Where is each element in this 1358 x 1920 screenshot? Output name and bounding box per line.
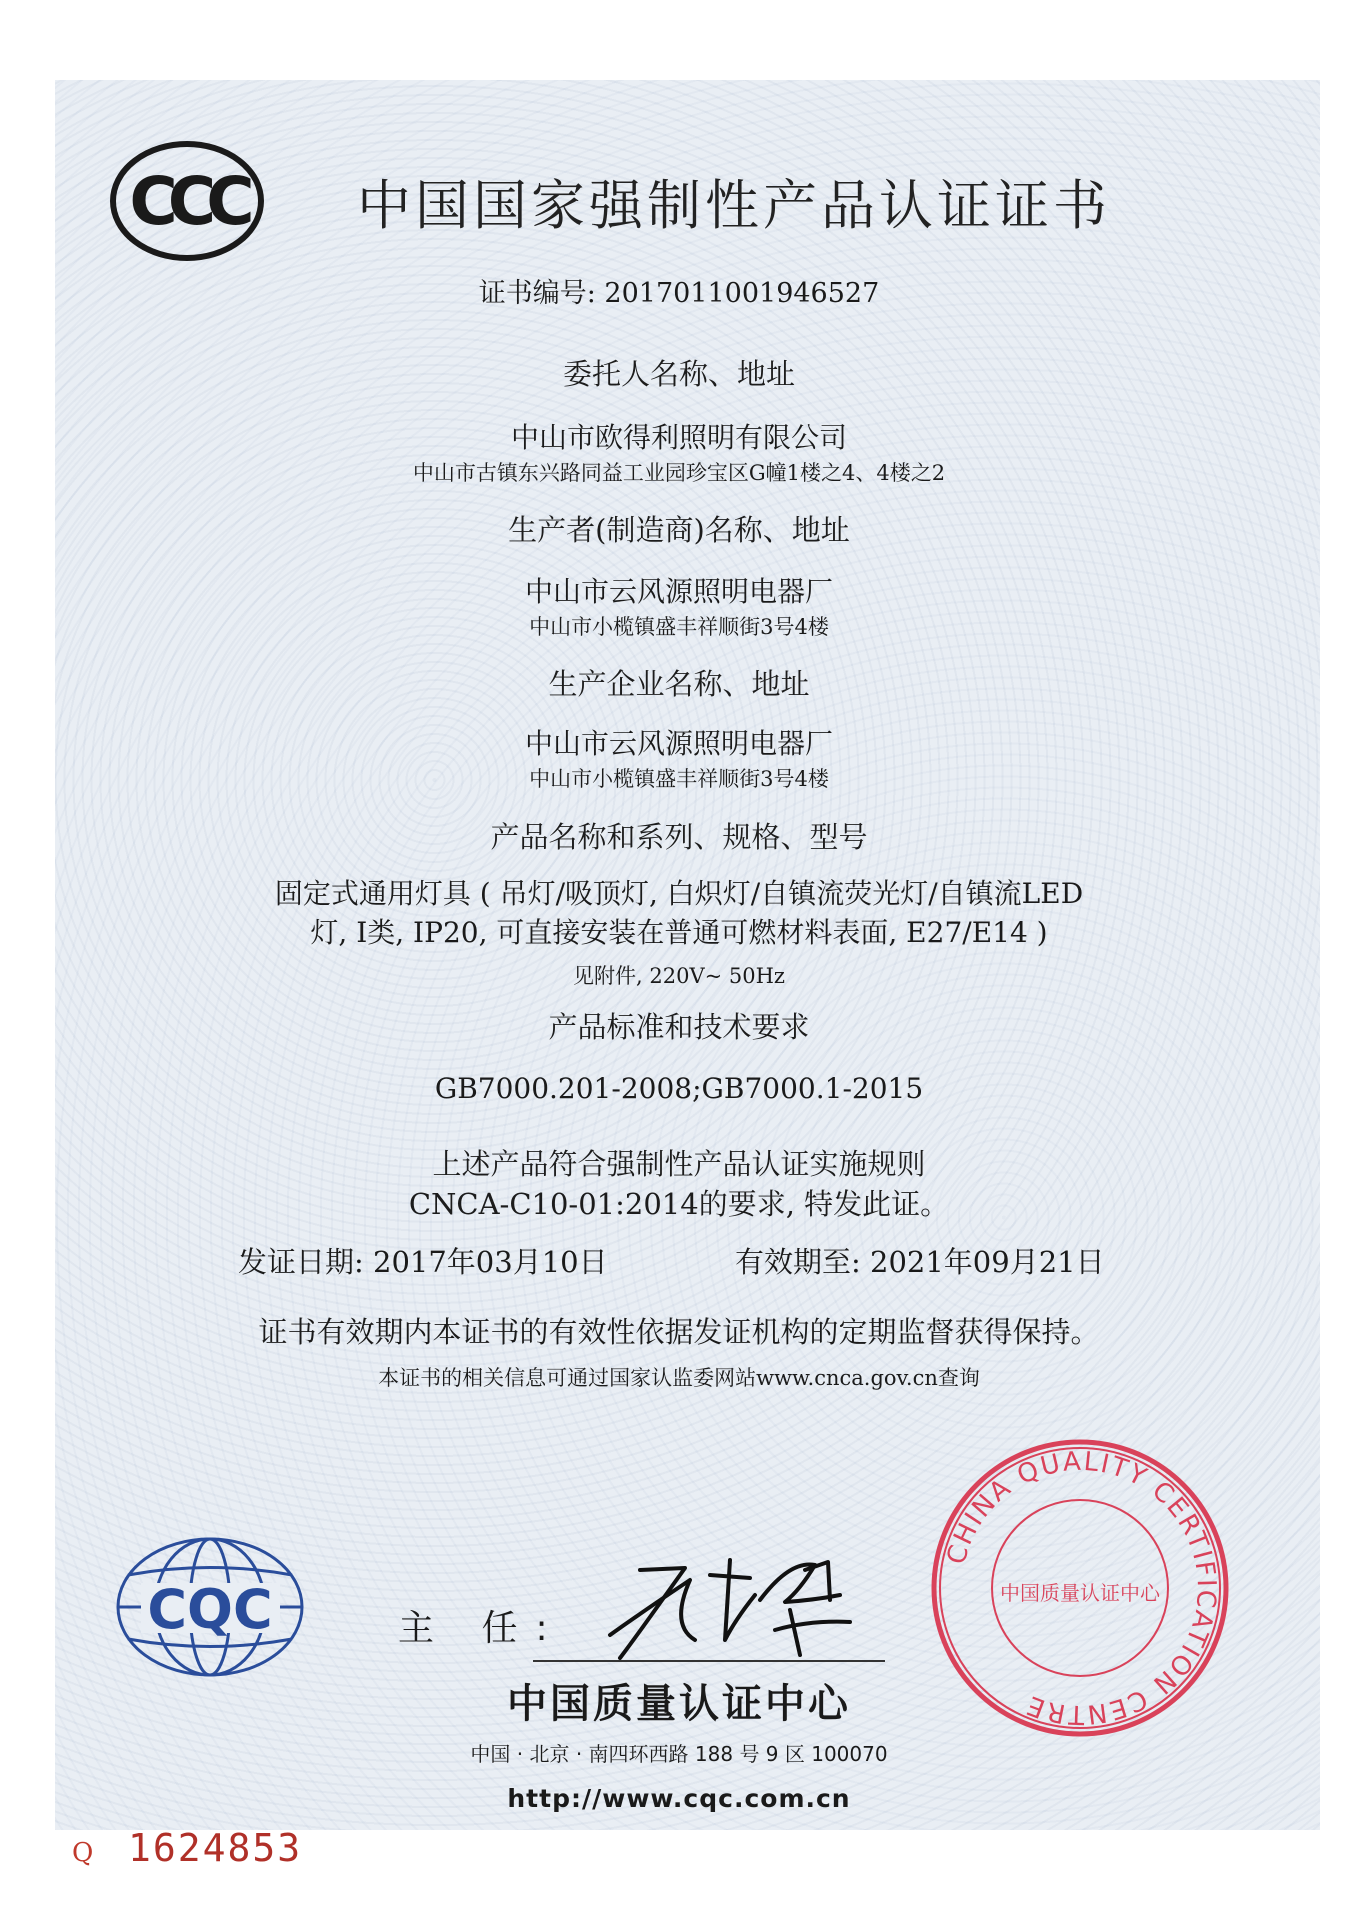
expiry-date: 有效期至: 2021年09月21日 <box>735 1245 1105 1279</box>
certification-seal <box>930 1438 1230 1738</box>
organization-name: 中国质量认证中心 <box>507 1681 851 1727</box>
factory-address: 中山市小榄镇盛丰祥顺街3号4楼 <box>529 767 829 791</box>
applicant-name: 中山市欧得利照明有限公司 <box>510 421 847 454</box>
info-note: 本证书的相关信息可通过国家认监委网站www.cnca.gov.cn查询 <box>378 1366 980 1390</box>
manufacturer-heading: 生产者(制造商)名称、地址 <box>508 513 850 547</box>
factory-name: 中山市云风源照明电器厂 <box>524 727 833 760</box>
signature-line <box>533 1660 885 1662</box>
conformity-line-1: 上述产品符合强制性产品认证实施规则 <box>432 1147 926 1181</box>
standards-value: GB7000.201-2008;GB7000.1-2015 <box>434 1072 924 1105</box>
certificate-title: 中国国家强制性产品认证证书 <box>357 174 1111 237</box>
serial-number: 1624853 <box>128 1826 303 1870</box>
cqc-logo <box>113 1535 308 1680</box>
product-heading: 产品名称和系列、规格、型号 <box>490 820 868 854</box>
validity-note: 证书有效期内本证书的有效性依据发证机构的定期监督获得保持。 <box>258 1315 1100 1349</box>
manufacturer-name: 中山市云风源照明电器厂 <box>524 575 833 608</box>
director-label: 主 任: <box>398 1608 566 1649</box>
product-line-1: 固定式通用灯具 ( 吊灯/吸顶灯, 白炽灯/自镇流荧光灯/自镇流LED <box>274 877 1084 910</box>
serial-prefix: Q <box>72 1838 94 1868</box>
manufacturer-address: 中山市小榄镇盛丰祥顺街3号4楼 <box>529 615 829 639</box>
applicant-heading: 委托人名称、地址 <box>562 357 795 391</box>
organization-address: 中国 · 北京 · 南四环西路 188 号 9 区 100070 <box>470 1742 888 1766</box>
product-line-2: 灯, Ⅰ类, IP20, 可直接安装在普通可燃材料表面, E27/E14 ) <box>310 916 1048 949</box>
factory-heading: 生产企业名称、地址 <box>548 667 810 701</box>
applicant-address: 中山市古镇东兴路同益工业园珍宝区G幢1楼之4、4楼之2 <box>412 461 946 485</box>
seal-inner-text: 中国质量认证中心 <box>1000 1581 1160 1605</box>
conformity-line-2: CNCA-C10-01:2014的要求, 特发此证。 <box>408 1187 950 1221</box>
certificate-number: 证书编号: 2017011001946527 <box>478 278 880 309</box>
cqc-logo-text: CQC <box>147 1578 273 1641</box>
issue-date: 发证日期: 2017年03月10日 <box>238 1245 608 1279</box>
organization-url: http://www.cqc.com.cn <box>507 1784 851 1813</box>
standards-heading: 产品标准和技术要求 <box>548 1010 810 1044</box>
director-signature <box>600 1540 880 1670</box>
product-line-3: 见附件, 220V~ 50Hz <box>573 964 785 988</box>
ccc-logo-text: CCC <box>129 163 245 240</box>
seal-outer-text: CHINA QUALITY CERTIFICATION CENTRE <box>941 1446 1222 1730</box>
